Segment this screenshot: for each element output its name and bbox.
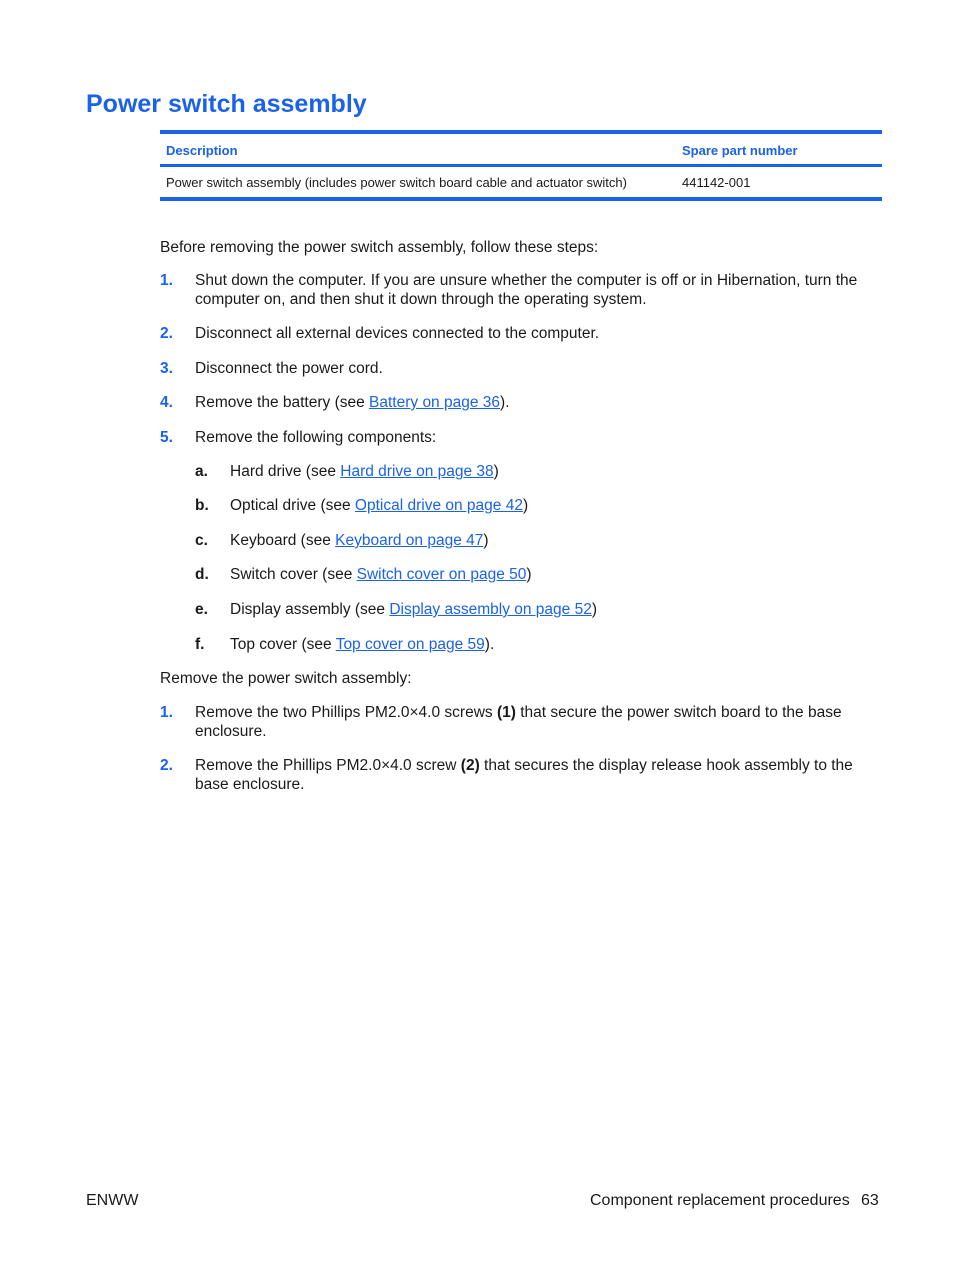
item-text — [230, 635, 880, 654]
intro-paragraph: Before removing the power switch assembly, follow these steps: — [160, 239, 599, 256]
table-header-row — [160, 132, 882, 166]
spare-parts-table — [160, 130, 882, 201]
callout-number: (2) — [460, 757, 480, 774]
step-text: Remove the following components: — [195, 429, 437, 446]
item-text-suffix: ) — [526, 566, 532, 583]
step-text-suffix: that secure the power switch board to the base enclosure. — [195, 704, 842, 740]
item-text-suffix: ) — [483, 532, 489, 549]
step-text: Disconnect all external devices connected to the computer. — [195, 325, 600, 342]
item-text-prefix: Switch cover (see — [230, 566, 357, 583]
removal-intro-paragraph: Remove the power switch assembly: — [160, 670, 412, 687]
item-text-prefix: Display assembly (see — [230, 601, 390, 618]
battery-link[interactable]: Battery on page 36 — [369, 394, 501, 411]
page-number: 63 — [861, 1192, 879, 1209]
step-number: 3. — [160, 360, 173, 377]
callout-number: (1) — [496, 704, 516, 721]
step-number: 2. — [160, 757, 173, 774]
removal-step — [160, 703, 885, 743]
top-cover-link[interactable]: Top cover on page 59 — [335, 636, 485, 653]
table-row — [160, 166, 882, 200]
page-title: Power switch assembly — [86, 90, 367, 118]
item-text-prefix: Keyboard (see — [230, 532, 336, 549]
item-text-suffix: ) — [522, 497, 529, 514]
column-header-description: Description — [160, 132, 675, 166]
item-text-prefix: Top cover (see — [230, 636, 336, 653]
optical-drive-link[interactable]: Optical drive on page 42 — [354, 497, 523, 514]
item-text-suffix: ) — [591, 601, 598, 618]
step-text-prefix: Remove the battery (see — [195, 394, 370, 411]
column-header-spare-part-number: Spare part number — [675, 132, 882, 166]
item-text — [230, 600, 880, 619]
item-text-suffix: ). — [484, 636, 495, 653]
item-letter: c. — [195, 532, 208, 549]
part-description-cell: Power switch assembly (includes power switch board cable and actuator switch) — [166, 175, 627, 190]
item-letter: b. — [195, 497, 209, 514]
keyboard-link[interactable]: Keyboard on page 47 — [335, 532, 484, 549]
item-text — [230, 496, 880, 515]
item-text — [230, 531, 880, 550]
step-number: 1. — [160, 272, 173, 289]
step-text — [195, 703, 885, 741]
item-text-suffix: ) — [493, 463, 499, 480]
item-text — [230, 462, 880, 481]
removal-step — [160, 756, 885, 796]
footer-left-label: ENWW — [86, 1192, 139, 1209]
step-text-prefix: Remove the Phillips PM2.0×4.0 screw — [195, 757, 461, 774]
step-number: 5. — [160, 429, 173, 446]
item-letter: d. — [195, 566, 209, 583]
hard-drive-link[interactable]: Hard drive on page 38 — [340, 463, 494, 480]
step-text-suffix: ). — [500, 394, 510, 411]
footer-section-title: Component replacement procedures — [590, 1192, 850, 1209]
item-letter: a. — [195, 463, 208, 480]
part-number-cell: 441142-001 — [675, 166, 882, 200]
item-letter: f. — [195, 636, 205, 653]
step-number: 4. — [160, 394, 173, 411]
item-text-prefix: Hard drive (see — [230, 463, 341, 480]
step-text-suffix: that secures the display release hook assembly to the base enclosure. — [195, 757, 853, 793]
display-assembly-link[interactable]: Display assembly on page 52 — [389, 601, 592, 618]
step-text — [195, 756, 885, 794]
prep-step — [160, 271, 885, 311]
step-number: 1. — [160, 704, 173, 721]
step-number: 2. — [160, 325, 173, 342]
item-letter: e. — [195, 601, 208, 618]
step-text: Shut down the computer. If you are unsure whether the computer is off or in Hibernation, turn the computer on, and then shut it down through the operating system. — [195, 272, 858, 308]
step-text: Disconnect the power cord. — [195, 360, 383, 377]
item-text-prefix: Optical drive (see — [230, 497, 355, 514]
item-text — [230, 565, 880, 584]
step-text-prefix: Remove the two Phillips PM2.0×4.0 screws — [195, 704, 497, 721]
switch-cover-link[interactable]: Switch cover on page 50 — [356, 566, 527, 583]
step-text — [195, 393, 885, 412]
